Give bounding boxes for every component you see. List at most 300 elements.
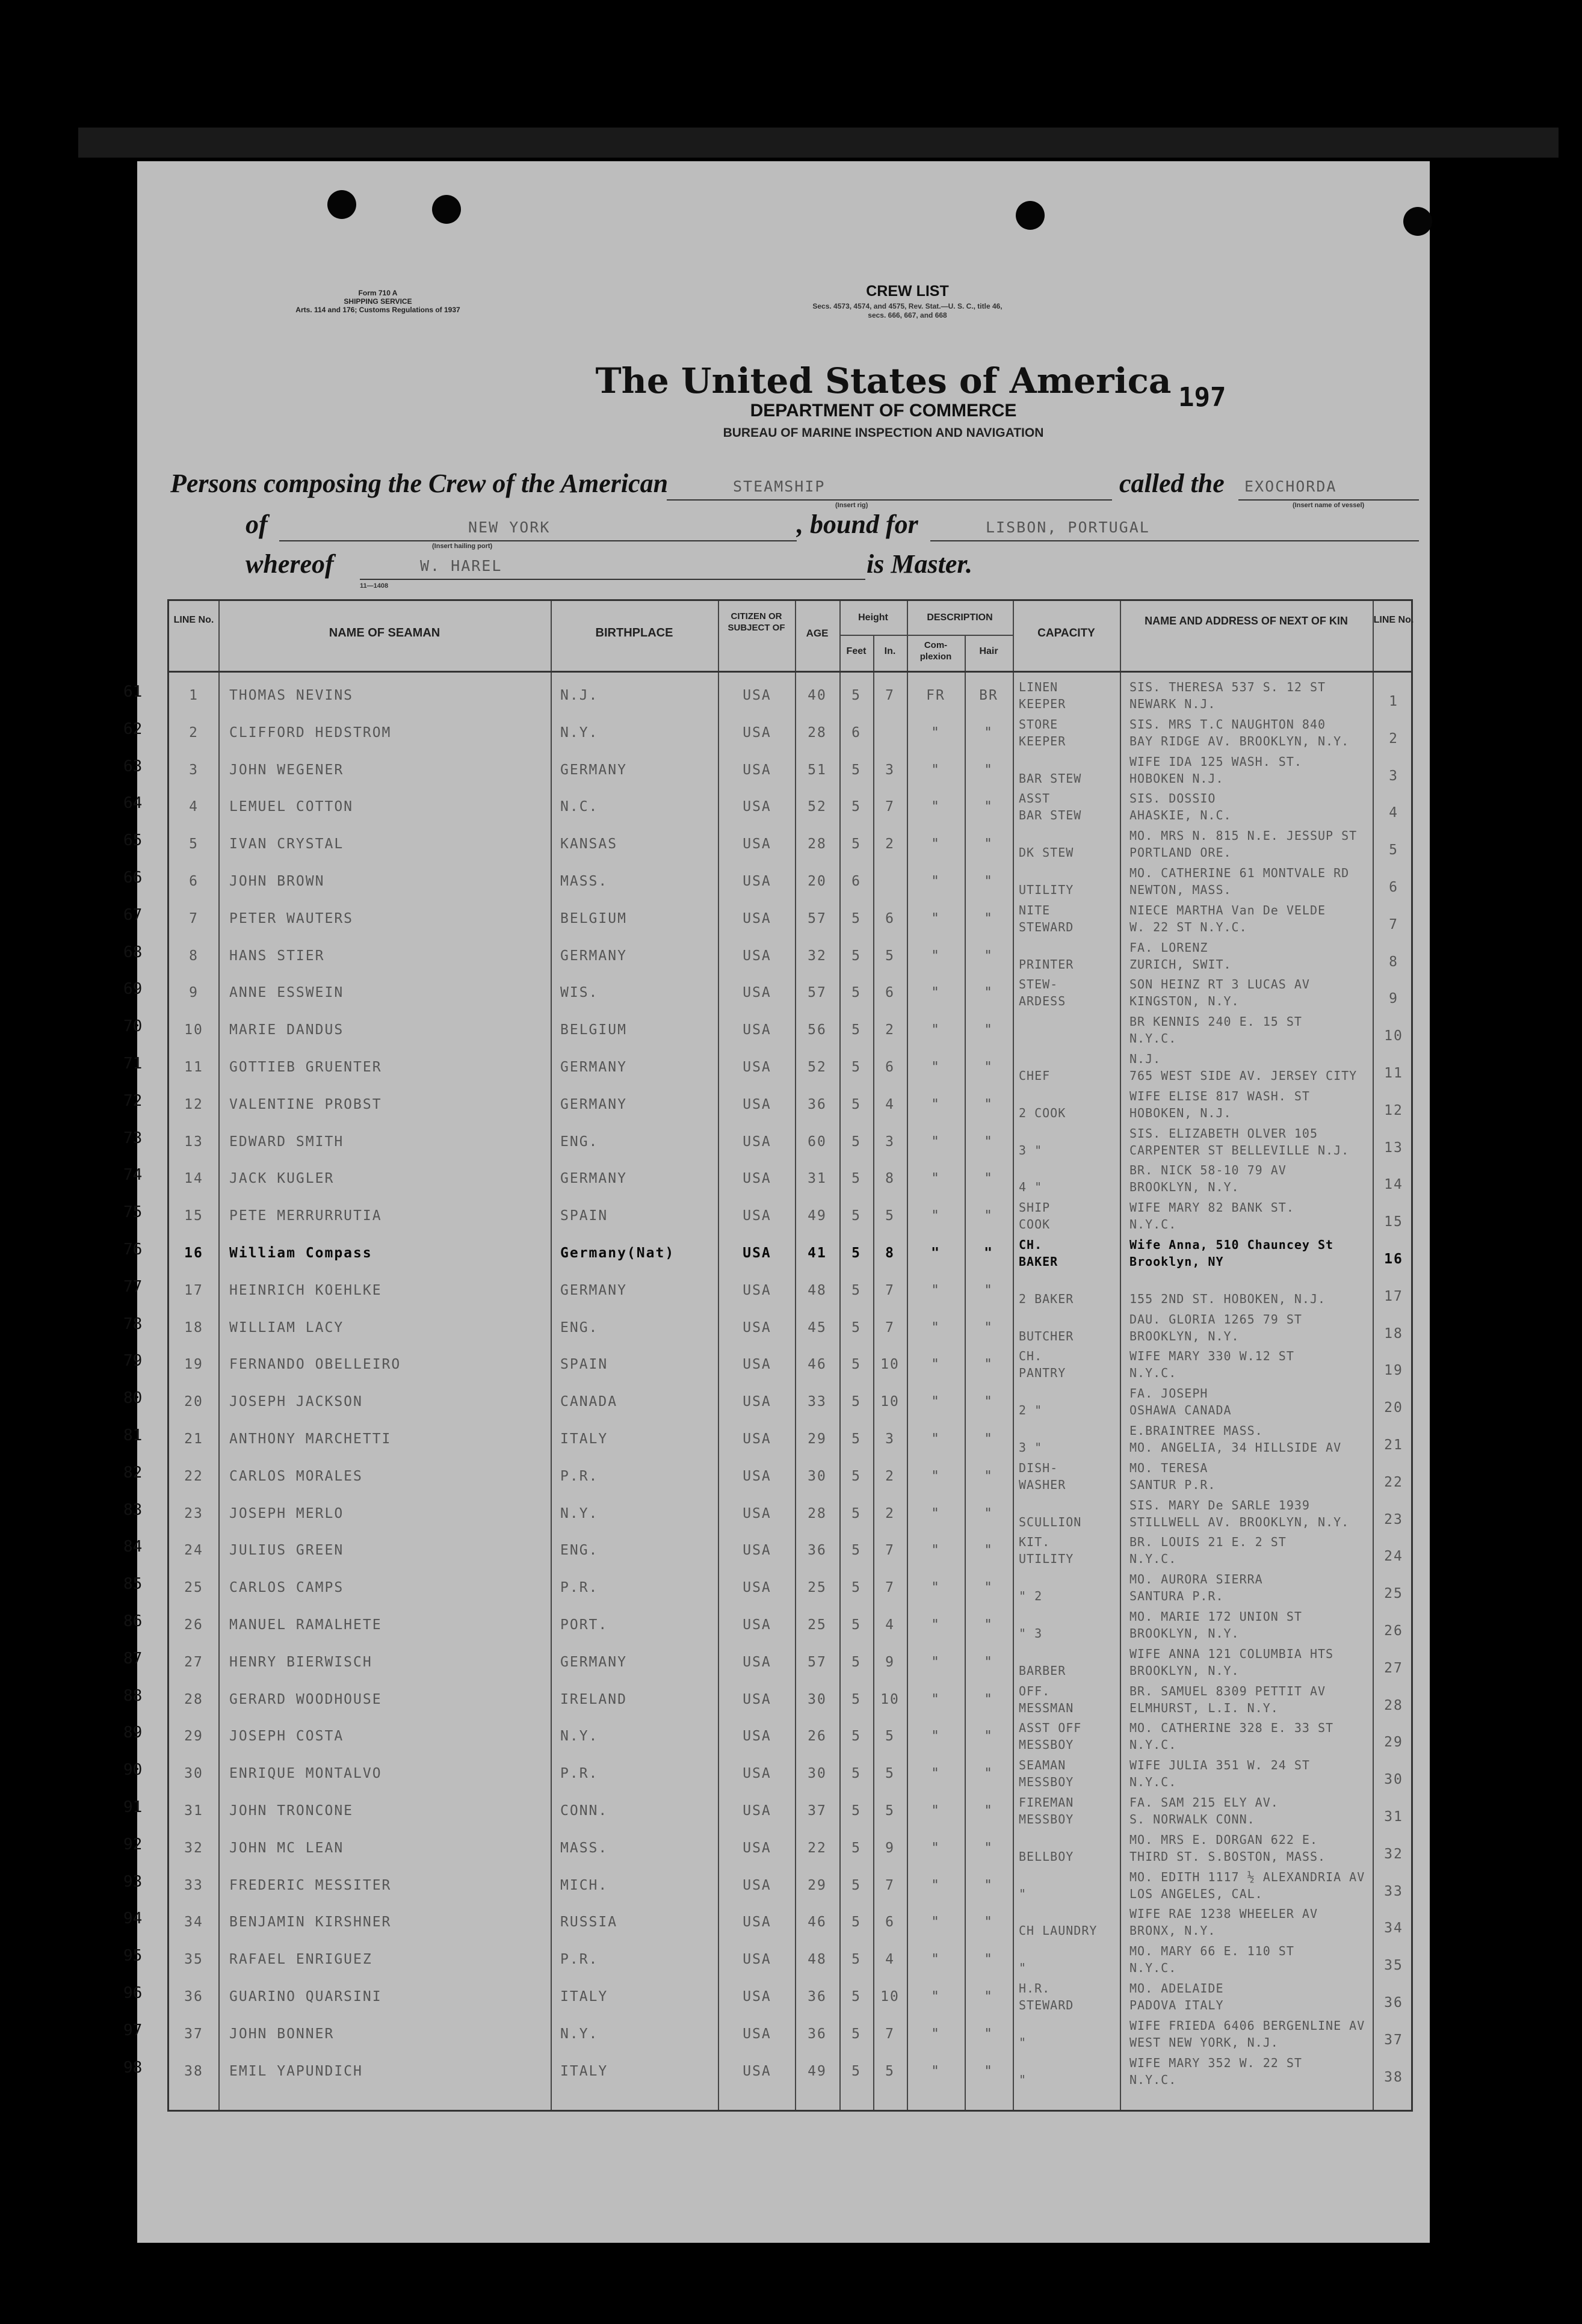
capacity-line: KIT.: [1019, 1535, 1051, 1550]
line-number: 10: [184, 1022, 203, 1038]
hair: ": [984, 1877, 993, 1893]
next-of-kin-line: WIFE MARY 330 W.12 ST: [1129, 1349, 1294, 1364]
line-number: 33: [184, 1877, 203, 1893]
table-row: [123, 789, 1415, 827]
birthplace: GERMANY: [560, 1059, 627, 1075]
punch-hole: [1403, 207, 1432, 236]
seaman-name: GERARD WOODHOUSE: [229, 1691, 382, 1707]
birthplace: ITALY: [560, 2063, 608, 2079]
line-number: 34: [184, 1914, 203, 1931]
global-line-number: 90: [123, 1761, 143, 1780]
age: 37: [808, 1803, 827, 1819]
citizenship: USA: [743, 1654, 771, 1670]
height-feet: 5: [851, 985, 861, 1001]
global-line-number: 61: [123, 683, 143, 701]
height-inches: 6: [885, 1914, 895, 1931]
capacity-line: BELLBOY: [1019, 1849, 1074, 1864]
line-number: 12: [184, 1096, 203, 1112]
next-of-kin-line: AHASKIE, N.C.: [1129, 808, 1232, 823]
next-of-kin-line: BROOKLYN, N.Y.: [1129, 1328, 1240, 1343]
line-number-right: 22: [1384, 1474, 1403, 1490]
birthplace: BELGIUM: [560, 1022, 627, 1038]
hair: ": [984, 2063, 993, 2079]
line-number-right: 29: [1384, 1734, 1403, 1751]
line-number: 38: [184, 2063, 203, 2079]
next-of-kin-line: SIS. DOSSIO: [1129, 791, 1216, 806]
global-line-number: 88: [123, 1686, 143, 1705]
global-line-number: 63: [123, 757, 143, 775]
punch-hole: [1016, 201, 1045, 230]
global-line-number: 78: [123, 1315, 143, 1333]
height-inches: 7: [885, 688, 895, 703]
height-feet: 5: [851, 1505, 861, 1521]
seaman-name: HANS STIER: [229, 948, 325, 964]
capacity-line: " 2: [1019, 1589, 1043, 1604]
hair: ": [984, 1208, 993, 1224]
citizenship: USA: [743, 948, 771, 964]
seaman-name: GOTTIEB GRUENTER: [229, 1059, 382, 1075]
form-service: SHIPPING SERVICE: [344, 297, 412, 306]
birthplace: N.Y.: [560, 724, 599, 741]
seaman-name: EDWARD SMITH: [229, 1133, 344, 1150]
global-line-number: 81: [123, 1426, 143, 1444]
birthplace: ENG.: [560, 1319, 599, 1336]
next-of-kin-line: NEWARK N.J.: [1129, 697, 1216, 711]
citizenship: USA: [743, 1133, 771, 1150]
seaman-name: CARLOS CAMPS: [229, 1580, 344, 1596]
col-complexion: Com-plexion: [919, 640, 952, 662]
global-line-number: 94: [123, 1909, 143, 1928]
seaman-name: JOHN MC LEAN: [229, 1840, 344, 1856]
line-number: 8: [189, 948, 199, 964]
birthplace: RUSSIA: [560, 1914, 618, 1931]
next-of-kin-line: BR. NICK 58-10 79 AV: [1129, 1163, 1287, 1178]
seaman-name: ANNE ESSWEIN: [229, 985, 344, 1001]
next-of-kin-line: WEST NEW YORK, N.J.: [1129, 2035, 1279, 2050]
birthplace: MICH.: [560, 1877, 608, 1893]
complexion: ": [931, 1022, 941, 1038]
table-row: [123, 939, 1415, 976]
line-number: 19: [184, 1357, 203, 1373]
next-of-kin-line: MO. CATHERINE 61 MONTVALE RD: [1129, 866, 1350, 880]
next-of-kin-line: N.Y.C.: [1129, 1737, 1177, 1752]
citizenship: USA: [743, 1468, 771, 1484]
hair: ": [984, 1022, 993, 1038]
height-feet: 5: [851, 762, 861, 778]
table-row: [123, 975, 1415, 1013]
citizenship: USA: [743, 2063, 771, 2079]
capacity-line: BAKER: [1019, 1254, 1058, 1269]
capacity-line: MESSBOY: [1019, 1775, 1074, 1790]
age: 60: [808, 1133, 827, 1150]
capacity-line: 2 COOK: [1019, 1105, 1066, 1120]
complexion: ": [931, 1171, 941, 1187]
line-number: 28: [184, 1691, 203, 1707]
citizenship: USA: [743, 1319, 771, 1336]
global-line-number: 91: [123, 1798, 143, 1816]
line-number-right: 9: [1389, 991, 1398, 1007]
line-number-right: 3: [1389, 768, 1398, 784]
height-inches: 5: [885, 948, 895, 964]
capacity-line: PANTRY: [1019, 1366, 1066, 1381]
birthplace: P.R.: [560, 1468, 599, 1484]
global-line-number: 72: [123, 1091, 143, 1110]
next-of-kin-line: FA. JOSEPH: [1129, 1386, 1208, 1401]
citizenship: USA: [743, 1728, 771, 1745]
capacity-line: CH.: [1019, 1349, 1043, 1364]
complexion: ": [931, 1096, 941, 1112]
birthplace: BELGIUM: [560, 910, 627, 926]
line-number: 36: [184, 1989, 203, 2005]
table-row: [123, 2017, 1415, 2054]
line-number-right: 19: [1384, 1363, 1403, 1379]
capacity-line: DK STEW: [1019, 845, 1074, 860]
line-number: 23: [184, 1505, 203, 1521]
next-of-kin-line: SIS. THERESA 537 S. 12 ST: [1129, 680, 1326, 694]
complexion: ": [931, 1282, 941, 1298]
age: 45: [808, 1319, 827, 1336]
capacity-line: CH LAUNDRY: [1019, 1923, 1098, 1938]
complexion: ": [931, 762, 941, 778]
seaman-name: MARIE DANDUS: [229, 1022, 344, 1038]
global-line-number: 70: [123, 1017, 143, 1036]
line-number: 7: [189, 910, 199, 926]
line-number-right: 16: [1384, 1251, 1403, 1267]
capacity-line: KEEPER: [1019, 733, 1066, 748]
seaman-name: JOHN TRONCONE: [229, 1803, 354, 1819]
line-number: 9: [189, 985, 199, 1001]
table-row: [123, 1310, 1415, 1348]
line-number: 13: [184, 1133, 203, 1150]
height-feet: 5: [851, 1840, 861, 1856]
next-of-kin-line: MO. MRS E. DORGAN 622 E.: [1129, 1832, 1318, 1847]
table-row: [123, 1942, 1415, 1979]
citizenship: USA: [743, 1989, 771, 2005]
height-inches: 4: [885, 1952, 895, 1968]
document-title: CREW LIST: [866, 283, 949, 300]
next-of-kin-line: WIFE JULIA 351 W. 24 ST: [1129, 1758, 1310, 1773]
height-inches: 6: [885, 1059, 895, 1075]
complexion: ": [931, 1543, 941, 1559]
citizenship: USA: [743, 1580, 771, 1596]
seaman-name: JOSEPH JACKSON: [229, 1394, 363, 1410]
hair: ": [984, 985, 993, 1001]
citizenship: USA: [743, 836, 771, 852]
line-number-right: 37: [1384, 2032, 1403, 2048]
complexion: ": [931, 836, 941, 852]
height-feet: 5: [851, 1766, 861, 1782]
capacity-line: ": [1019, 2072, 1027, 2087]
birthplace: KANSAS: [560, 836, 618, 852]
global-line-number: 93: [123, 1872, 143, 1891]
capacity-line: OFF.: [1019, 1683, 1051, 1698]
age: 30: [808, 1691, 827, 1707]
col-feet: Feet: [846, 646, 867, 656]
col-hair: Hair: [979, 646, 998, 656]
hair: ": [984, 1803, 993, 1819]
next-of-kin-line: BR KENNIS 240 E. 15 ST: [1129, 1014, 1302, 1029]
capacity-line: MESSMAN: [1019, 1700, 1074, 1715]
citizenship: USA: [743, 799, 771, 815]
birthplace: GERMANY: [560, 762, 627, 778]
height-inches: 5: [885, 1208, 895, 1224]
birthplace: GERMANY: [560, 1096, 627, 1112]
height-feet: 5: [851, 2063, 861, 2079]
page-number: 197: [1178, 382, 1226, 413]
citizenship: USA: [743, 1431, 771, 1447]
table-row: [123, 1347, 1415, 1384]
line-number: 20: [184, 1394, 203, 1410]
age: 25: [808, 1580, 827, 1596]
age: 46: [808, 1914, 827, 1931]
global-line-number: 87: [123, 1649, 143, 1668]
called-label: called the: [1119, 469, 1225, 498]
line-number-right: 17: [1384, 1288, 1403, 1304]
capacity-line: BAR STEW: [1019, 771, 1082, 786]
next-of-kin-line: MO. MARY 66 E. 110 ST: [1129, 1944, 1294, 1959]
height-inches: 8: [885, 1171, 895, 1187]
line-number: 35: [184, 1952, 203, 1968]
table-row: [123, 678, 1415, 715]
complexion: FR: [926, 688, 945, 703]
age: 48: [808, 1952, 827, 1968]
capacity-line: SHIP: [1019, 1200, 1051, 1215]
global-line-number: 98: [123, 2058, 143, 2077]
table-row: [123, 1236, 1415, 1273]
capacity-line: STEWARD: [1019, 1998, 1074, 2012]
capacity-line: 4 ": [1019, 1180, 1043, 1195]
seaman-name: GUARINO QUARSINI: [229, 1989, 382, 2005]
bureau-heading: BUREAU OF MARINE INSPECTION AND NAVIGATION: [723, 426, 1044, 440]
next-of-kin-line: WIFE FRIEDA 6406 BERGENLINE AV: [1129, 2018, 1365, 2033]
birthplace: N.C.: [560, 799, 599, 815]
birthplace: IRELAND: [560, 1691, 627, 1707]
hair: ": [984, 1728, 993, 1745]
line-number: 16: [184, 1245, 203, 1261]
next-of-kin-line: N.Y.C.: [1129, 1217, 1177, 1232]
global-line-number: 67: [123, 905, 143, 924]
capacity-line: ARDESS: [1019, 994, 1066, 1009]
height-inches: 10: [880, 1394, 900, 1410]
complexion: ": [931, 1245, 941, 1261]
citizenship: USA: [743, 2026, 771, 2042]
hair: ": [984, 1468, 993, 1484]
line-number-right: 24: [1384, 1549, 1403, 1565]
capacity-line: UTILITY: [1019, 1552, 1074, 1567]
table-row: [123, 1793, 1415, 1831]
next-of-kin-line: WIFE ELISE 817 WASH. ST: [1129, 1088, 1310, 1103]
table-row: [123, 1533, 1415, 1570]
global-line-number: 62: [123, 720, 143, 738]
hair: ": [984, 1914, 993, 1931]
age: 49: [808, 1208, 827, 1224]
seaman-name: JOSEPH MERLO: [229, 1505, 344, 1521]
capacity-line: ": [1019, 1886, 1027, 1901]
line-number-right: 6: [1389, 880, 1398, 895]
hair: ": [984, 836, 993, 852]
line-number: 31: [184, 1803, 203, 1819]
height-inches: 3: [885, 762, 895, 778]
seaman-name: JOSEPH COSTA: [229, 1728, 344, 1745]
complexion: ": [931, 1989, 941, 2005]
birthplace: N.J.: [560, 688, 599, 703]
age: 28: [808, 836, 827, 852]
height-feet: 5: [851, 1282, 861, 1298]
birthplace: ITALY: [560, 1431, 608, 1447]
statute-reference: [607, 302, 1208, 320]
age: 28: [808, 1505, 827, 1521]
table-row: [123, 1905, 1415, 1942]
seaman-name: JOHN WEGENER: [229, 762, 344, 778]
line-number: 18: [184, 1319, 203, 1336]
next-of-kin-line: S. NORWALK CONN.: [1129, 1812, 1255, 1826]
col-line-no: LINE No.: [173, 615, 214, 625]
table-row: [123, 1719, 1415, 1756]
line-number-right: 8: [1389, 954, 1398, 970]
next-of-kin-line: MO. MARIE 172 UNION ST: [1129, 1609, 1302, 1624]
height-feet: 5: [851, 1989, 861, 2005]
age: 40: [808, 688, 827, 703]
birthplace: SPAIN: [560, 1208, 608, 1224]
height-inches: 2: [885, 1505, 895, 1521]
table-row: [123, 1645, 1415, 1682]
birthplace: MASS.: [560, 874, 608, 889]
seaman-name: LEMUEL COTTON: [229, 799, 354, 815]
complexion: ": [931, 1505, 941, 1521]
complexion: ": [931, 1394, 941, 1410]
next-of-kin-line: 155 2ND ST. HOBOKEN, N.J.: [1129, 1291, 1326, 1306]
seaman-name: JOHN BROWN: [229, 874, 325, 889]
citizenship: USA: [743, 1505, 771, 1521]
complexion: ": [931, 1914, 941, 1931]
col-inches: In.: [884, 646, 896, 656]
next-of-kin-line: FA. LORENZ: [1129, 940, 1208, 955]
punch-hole: [432, 195, 461, 224]
next-of-kin-line: N.Y.C.: [1129, 1552, 1177, 1567]
table-row: [123, 1124, 1415, 1162]
age: 57: [808, 985, 827, 1001]
next-of-kin-line: BROOKLYN, N.Y.: [1129, 1663, 1240, 1678]
seaman-name: EMIL YAPUNDICH: [229, 2063, 363, 2079]
seaman-name: ANTHONY MARCHETTI: [229, 1431, 392, 1447]
height-inches: 9: [885, 1840, 895, 1856]
line-number-right: 21: [1384, 1437, 1403, 1453]
birthplace: GERMANY: [560, 1654, 627, 1670]
next-of-kin-line: SANTUR P.R.: [1129, 1477, 1216, 1492]
age: 25: [808, 1617, 827, 1633]
table-row: [123, 1459, 1415, 1496]
complexion: ": [931, 2063, 941, 2079]
citizenship: USA: [743, 762, 771, 778]
complexion: ": [931, 1728, 941, 1745]
capacity-line: BARBER: [1019, 1663, 1066, 1678]
line-number-right: 12: [1384, 1102, 1403, 1118]
line-number-right: 2: [1389, 730, 1398, 747]
capacity-line: 3 ": [1019, 1142, 1043, 1157]
height-feet: 5: [851, 910, 861, 926]
next-of-kin-line: SIS. ELIZABETH OLVER 105: [1129, 1126, 1318, 1141]
height-inches: 6: [885, 985, 895, 1001]
height-feet: 5: [851, 1580, 861, 1596]
birthplace: MASS.: [560, 1840, 608, 1856]
capacity-line: MESSBOY: [1019, 1737, 1074, 1752]
hair: ": [984, 1543, 993, 1559]
line-number-right: 14: [1384, 1177, 1403, 1193]
height-inches: 5: [885, 1803, 895, 1819]
statute-line-2: secs. 666, 667, and 668: [868, 311, 947, 319]
capacity-line: STORE: [1019, 717, 1058, 732]
complexion: ": [931, 1691, 941, 1707]
age: 57: [808, 1654, 827, 1670]
age: 26: [808, 1728, 827, 1745]
seaman-name: WILLIAM LACY: [229, 1319, 344, 1336]
capacity-line: COOK: [1019, 1217, 1051, 1232]
capacity-line: 2 ": [1019, 1403, 1043, 1418]
capacity-line: ": [1019, 1961, 1027, 1976]
next-of-kin-line: PORTLAND ORE.: [1129, 845, 1232, 860]
col-name: NAME OF SEAMAN: [329, 626, 440, 640]
global-line-number: 77: [123, 1277, 143, 1296]
line-number-right: 36: [1384, 1995, 1403, 2011]
table-row: [123, 1013, 1415, 1050]
vessel-rig: STEAMSHIP: [733, 478, 826, 495]
hair: ": [984, 799, 993, 815]
complexion: ": [931, 1059, 941, 1075]
height-feet: 5: [851, 1952, 861, 1968]
height-feet: 5: [851, 1394, 861, 1410]
birthplace: GERMANY: [560, 1171, 627, 1187]
height-inches: 7: [885, 799, 895, 815]
next-of-kin-line: BROOKLYN, N.Y.: [1129, 1626, 1240, 1641]
vessel-name: EXOCHORDA: [1244, 478, 1337, 495]
capacity-line: STEW-: [1019, 977, 1058, 992]
seaman-name: THOMAS NEVINS: [229, 688, 354, 703]
next-of-kin-line: MO. EDITH 1117 ½ ALEXANDRIA AV: [1129, 1869, 1365, 1884]
hair: ": [984, 1133, 993, 1150]
line-number-right: 26: [1384, 1623, 1403, 1639]
birthplace: CONN.: [560, 1803, 608, 1819]
table-row: [123, 715, 1415, 753]
line-number-right: 10: [1384, 1028, 1403, 1044]
next-of-kin-line: W. 22 ST N.Y.C.: [1129, 919, 1247, 934]
seaman-name: PETER WAUTERS: [229, 910, 354, 926]
capacity-line: " 3: [1019, 1626, 1043, 1641]
age: 46: [808, 1357, 827, 1373]
line-number: 15: [184, 1208, 203, 1224]
birthplace: SPAIN: [560, 1357, 608, 1373]
line-number-right: 34: [1384, 1920, 1403, 1937]
seaman-name: William Compass: [229, 1245, 372, 1261]
table-row: [123, 1756, 1415, 1793]
next-of-kin-line: MO. CATHERINE 328 E. 33 ST: [1129, 1721, 1334, 1736]
age: 30: [808, 1468, 827, 1484]
birthplace: P.R.: [560, 1952, 599, 1968]
next-of-kin-line: N.Y.C.: [1129, 1775, 1177, 1790]
line-number: 5: [189, 836, 199, 852]
complexion: ": [931, 1952, 941, 1968]
line-number-right: 23: [1384, 1511, 1403, 1527]
table-row: [123, 1161, 1415, 1198]
complexion: ": [931, 1803, 941, 1819]
hair: ": [984, 1989, 993, 2005]
height-feet: 5: [851, 1877, 861, 1893]
hair: ": [984, 1840, 993, 1856]
citizenship: USA: [743, 985, 771, 1001]
seaman-name: CARLOS MORALES: [229, 1468, 363, 1484]
line-number: 29: [184, 1728, 203, 1745]
line-number-right: 32: [1384, 1846, 1403, 1862]
next-of-kin-line: SIS. MARY De SARLE 1939: [1129, 1497, 1310, 1512]
